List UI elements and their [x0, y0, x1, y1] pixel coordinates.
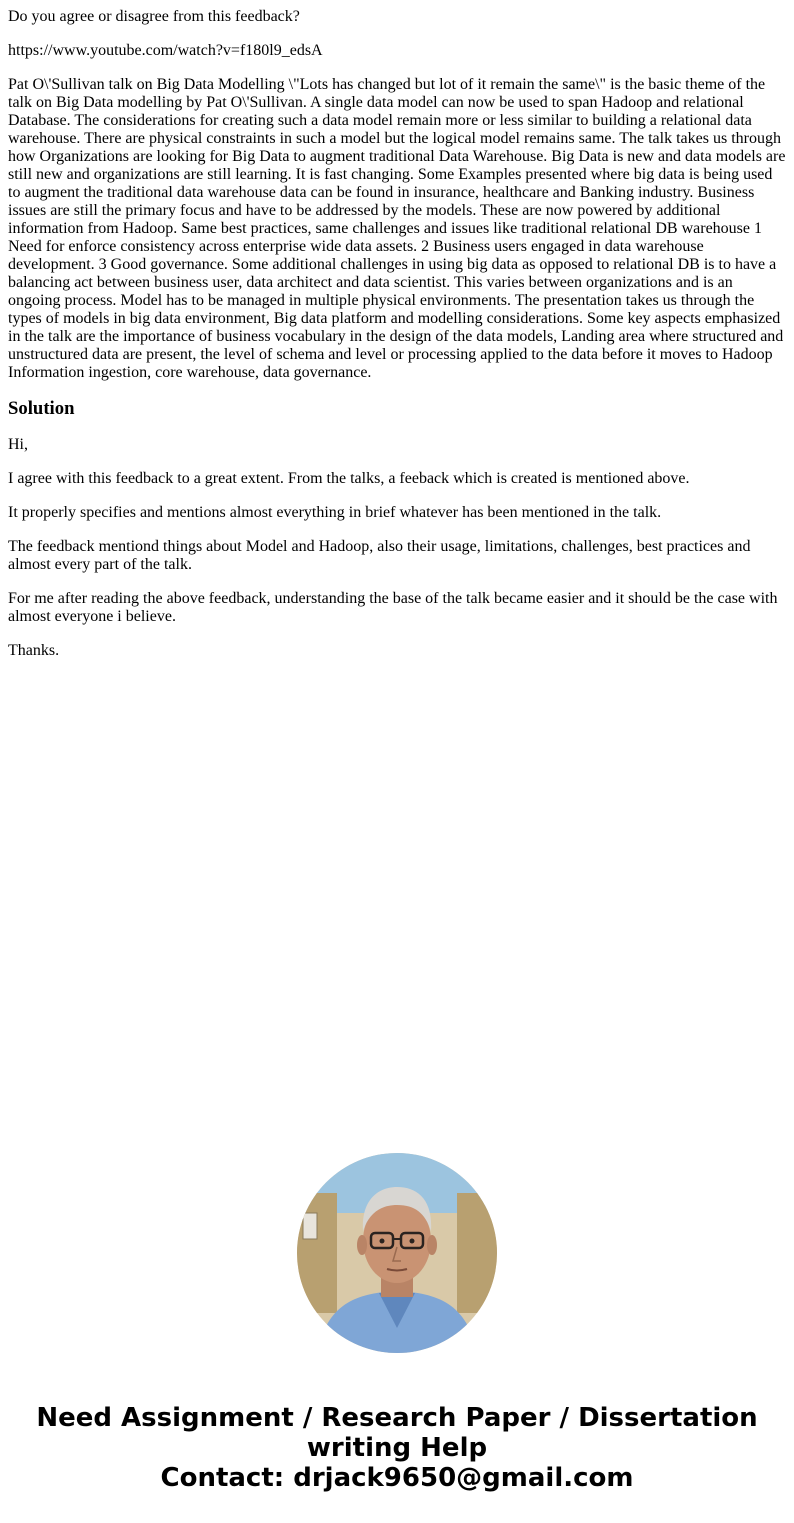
solution-paragraph: The feedback mentiond things about Model and Hadoop, also their usage, limitations, challenges, best practices and almost every part of the talk. — [8, 538, 751, 573]
solution-signoff: Thanks. — [8, 642, 60, 659]
solution-paragraph: It properly specifies and mentions almost everything in brief whatever has been mentioned in the talk. — [8, 504, 662, 521]
solution-paragraph: For me after reading the above feedback, understanding the base of the talk became easier and it should be the case with almost everyone i believe. — [8, 590, 778, 625]
solution-heading: Solution — [8, 398, 75, 419]
question-prompt: Do you agree or disagree from this feedback? — [8, 8, 300, 25]
promo-contact: Contact: drjack9650@gmail.com — [160, 1463, 634, 1493]
question-body: Pat O\'Sullivan talk on Big Data Modelling \"Lots has changed but lot of it remain the same\" is the basic theme of the talk on Big Data modelling by Pat O\'Sullivan. A single data model can now be used to span Hadoop and relational Database. The considerations for creating such a data model remain more or less similar to building a relational data warehouse. There are physical constraints in such a model but the logical model remains same. The talk takes us through how Organizations are looking for Big Data to augment traditional Data Warehouse. Big Data is new and data models are still new and organizations are still learning. It is fast changing. Some Examples presented where big data is being used to augment the traditional data warehouse data can be found in insurance, healthcare and Banking industry. Business issues are still the primary focus and have to be addressed by the models. These are now powered by additional information from Hadoop. Same best practices, same challenges and issues like traditional relational DB warehouse 1 Need for enforce consistency across enterprise wide data assets. 2 Business users engaged in data warehouse development. 3 Good governance. Some additional challenges in using big data as opposed to relational DB is to have a balancing act between business user, data architect and data scientist. This varies between organizations and is an ongoing process. Model has to be managed in multiple physical environments. The presentation takes us through the types of models in big data environment, Big data platform and modelling considerations. Some key aspects emphasized in the talk are the importance of business vocabulary in the design of the data models, Landing area where structured and unstructured data are present, the level of schema and level or processing applied to the data before it moves to Hadoop Information ingestion, core warehouse, data governance. — [8, 76, 786, 381]
question-link: https://www.youtube.com/watch?v=f180l9_edsA — [8, 42, 323, 59]
promo-line: writing Help — [306, 1433, 488, 1463]
solution-greeting: Hi, — [8, 436, 28, 453]
document-content — [8, 8, 786, 676]
author-avatar — [297, 1153, 497, 1353]
solution-paragraph: I agree with this feedback to a great extent. From the talks, a feeback which is created is mentioned above. — [8, 470, 690, 487]
promo-line: Need Assignment / Research Paper / Dissertation — [36, 1403, 758, 1433]
promo-banner — [0, 1403, 794, 1493]
